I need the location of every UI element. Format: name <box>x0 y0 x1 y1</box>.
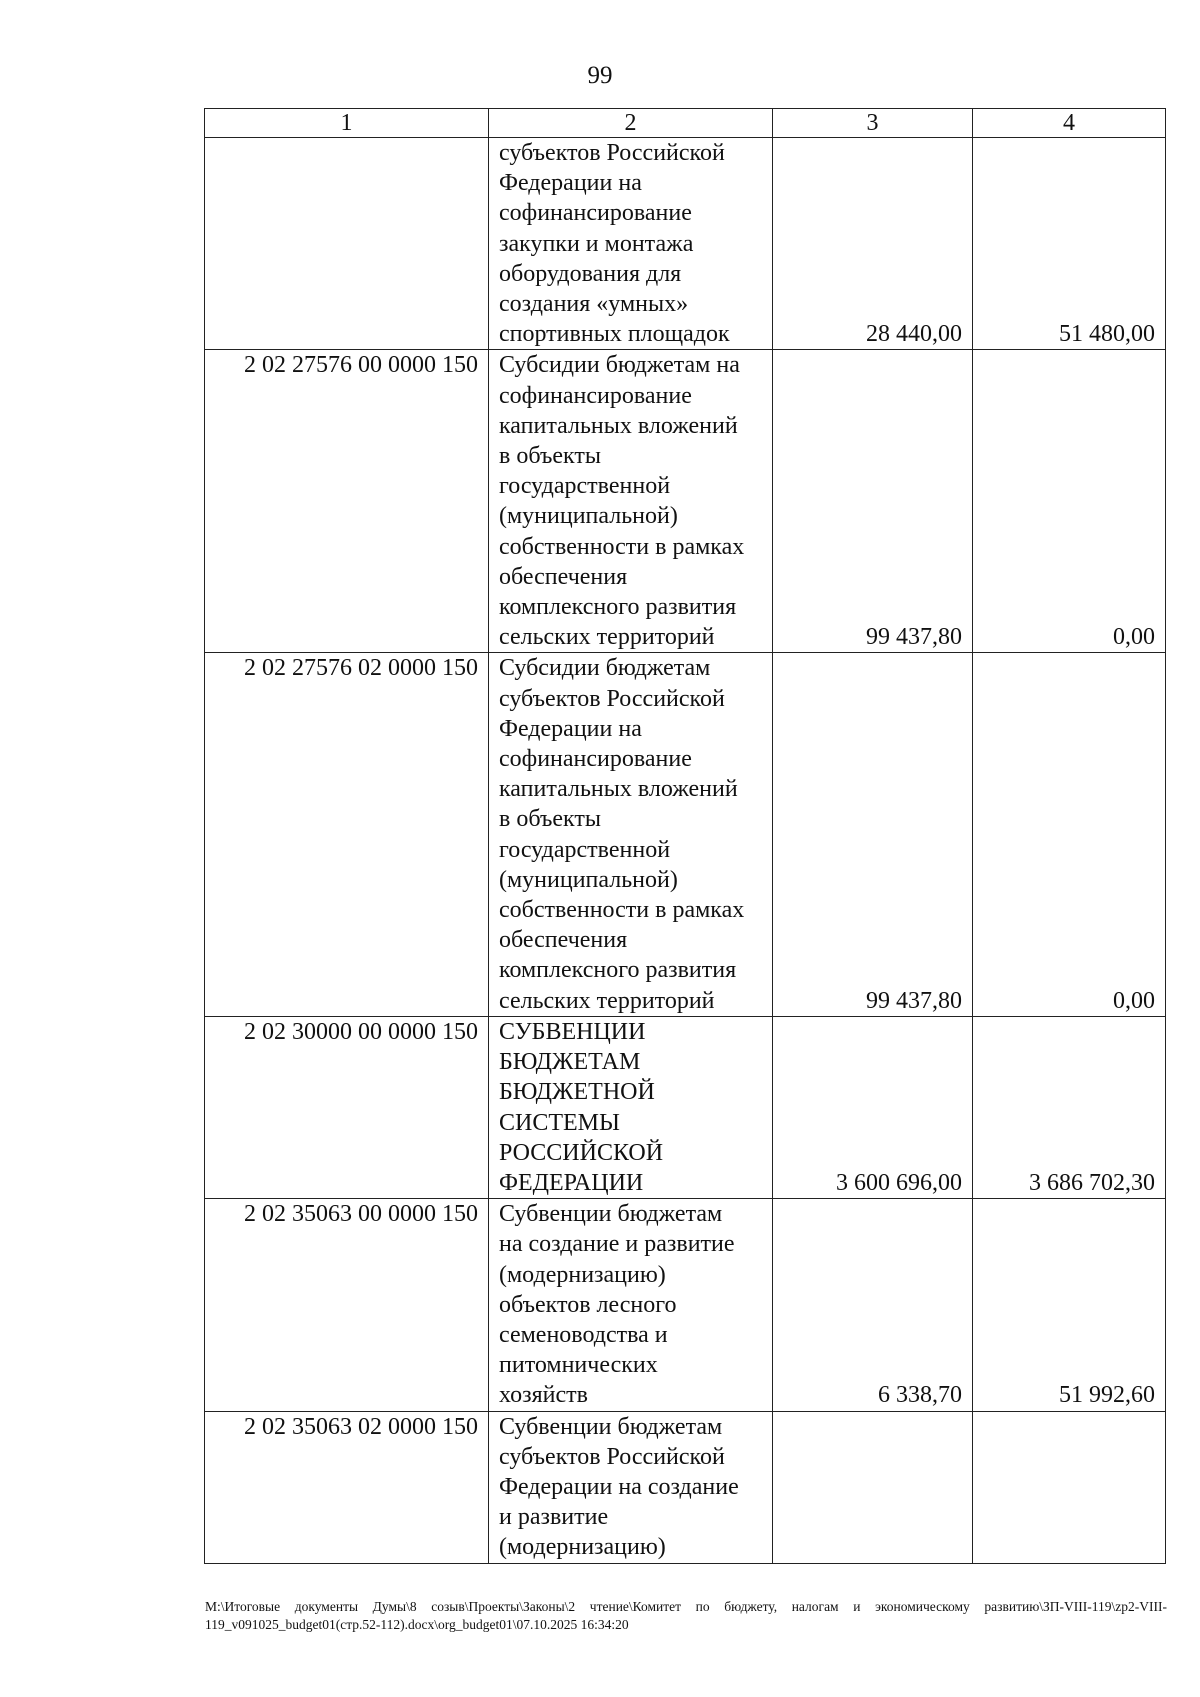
column-header: 3 <box>773 109 973 138</box>
description-cell: Субсидии бюджетам субъектов Российской Федерации на софинансирование капитальных вложений в объекты государственной (муниципальной) собственности в рамках обеспечения комплексного развития сельских территорий <box>489 653 773 1016</box>
budget-code-cell <box>205 138 489 350</box>
budget-code-cell: 2 02 35063 00 0000 150 <box>205 1199 489 1411</box>
amount-cell-col3: 3 600 696,00 <box>773 1016 973 1198</box>
file-path-footer: M:\Итоговые документы Думы\8 созыв\Проекты\Законы\2 чтение\Комитет по бюджету, налогам и экономическому развитию\ЗП-VIII-119\zp2-VIII-119_v091025_budget01(стр.52-112).docx\org_budget01\07.10.2025 16:34:20 <box>205 1599 1167 1632</box>
table-row <box>205 653 1166 1016</box>
amount-cell-col4: 3 686 702,30 <box>973 1016 1166 1198</box>
column-header: 1 <box>205 109 489 138</box>
table-row <box>205 350 1166 653</box>
amount-cell-col4: 0,00 <box>973 653 1166 1016</box>
amount-cell-col3: 99 437,80 <box>773 350 973 653</box>
budget-code-cell: 2 02 35063 02 0000 150 <box>205 1411 489 1563</box>
description-cell: СУБВЕНЦИИ БЮДЖЕТАМ БЮДЖЕТНОЙ СИСТЕМЫ РОССИЙСКОЙ ФЕДЕРАЦИИ <box>489 1016 773 1198</box>
amount-cell-col4: 51 992,60 <box>973 1199 1166 1411</box>
amount-cell-col4 <box>973 1411 1166 1563</box>
table-row <box>205 1411 1166 1563</box>
description-cell: субъектов Российской Федерации на софинансирование закупки и монтажа оборудования для создания «умных» спортивных площадок <box>489 138 773 350</box>
description-cell: Субвенции бюджетам субъектов Российской Федерации на создание и развитие (модернизацию) <box>489 1411 773 1563</box>
amount-cell-col4: 51 480,00 <box>973 138 1166 350</box>
table-header-row <box>205 109 1166 138</box>
page-number: 99 <box>587 62 613 89</box>
column-header: 2 <box>489 109 773 138</box>
amount-cell-col3: 99 437,80 <box>773 653 973 1016</box>
amount-cell-col3 <box>773 1411 973 1563</box>
amount-cell-col3: 6 338,70 <box>773 1199 973 1411</box>
budget-code-cell: 2 02 27576 02 0000 150 <box>205 653 489 1016</box>
amount-cell-col3: 28 440,00 <box>773 138 973 350</box>
budget-table <box>204 108 1166 1564</box>
table-row <box>205 138 1166 350</box>
budget-code-cell: 2 02 27576 00 0000 150 <box>205 350 489 653</box>
column-header: 4 <box>973 109 1166 138</box>
description-cell: Субвенции бюджетам на создание и развитие (модернизацию) объектов лесного семеноводства и питомнических хозяйств <box>489 1199 773 1411</box>
table-row <box>205 1016 1166 1198</box>
table-row <box>205 1199 1166 1411</box>
amount-cell-col4: 0,00 <box>973 350 1166 653</box>
description-cell: Субсидии бюджетам на софинансирование капитальных вложений в объекты государственной (муниципальной) собственности в рамках обеспечения комплексного развития сельских территорий <box>489 350 773 653</box>
budget-code-cell: 2 02 30000 00 0000 150 <box>205 1016 489 1198</box>
